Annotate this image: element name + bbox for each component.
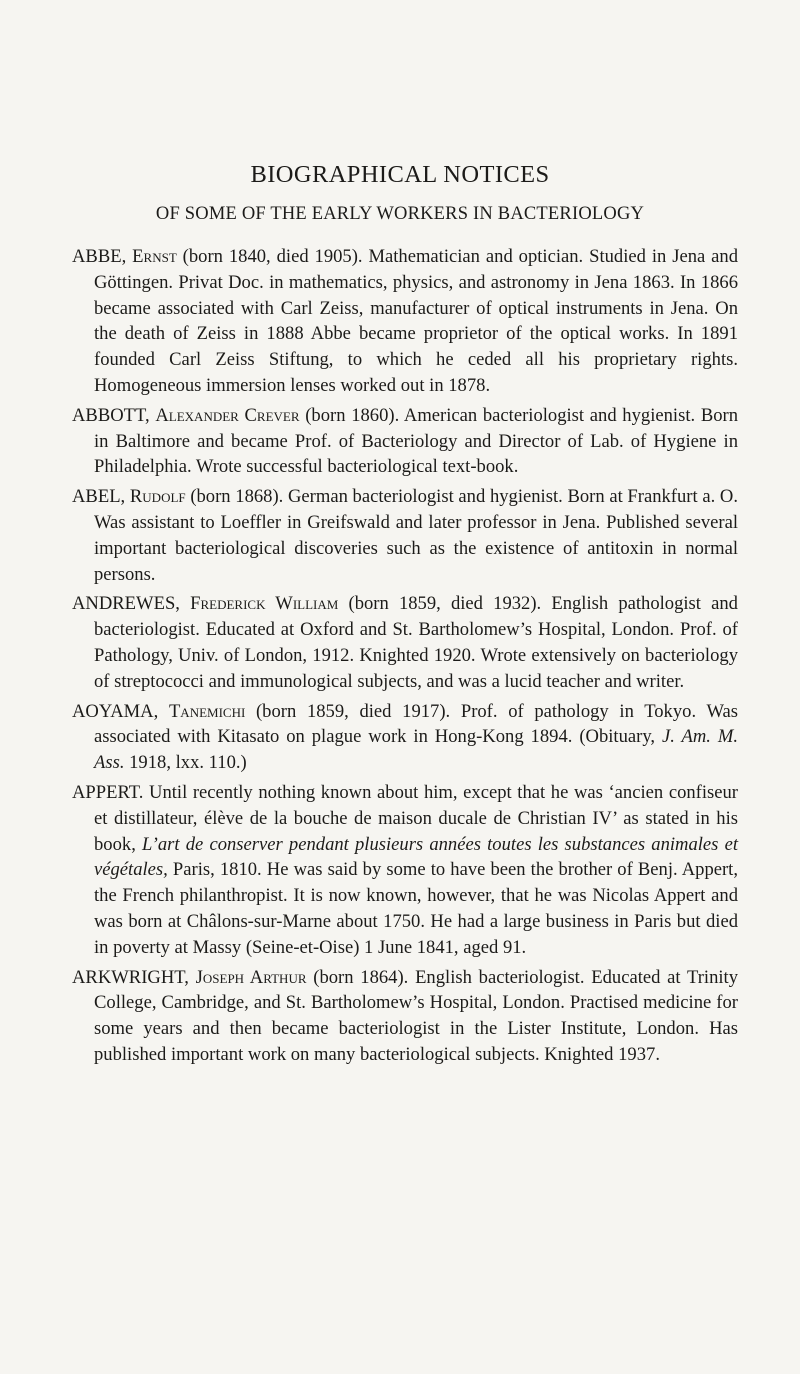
entry-given-name: Tanemichi bbox=[168, 700, 246, 722]
entry-andrewes bbox=[72, 591, 738, 694]
entry-abel bbox=[72, 484, 738, 587]
entry-given-name: Alexander Crever bbox=[155, 404, 300, 426]
entry-text: Until recently nothing known about him, except that he was ‘ancien confiseur et distillateur, élève de la bouche de maison ducale de Christian IV’ as stated in his book, bbox=[94, 781, 738, 855]
book-title: L’art de conserver pendant plusieurs années toutes les substances animales et végétales, bbox=[94, 833, 739, 881]
entry-surname: ANDREWES, bbox=[72, 593, 180, 615]
entry-text-continued: Paris, 1810. He was said by some to have been the brother of Benj. Appert, the French philanthropist. It is now known, however, that he was Nicolas Appert and was born at Châlons-sur-Marne about 1750. He had a large business in Paris but died in poverty at Massy (Seine-et-Oise) 1 June 1841, aged 91. bbox=[94, 859, 738, 958]
entry-text: (born 1859, died 1932). English pathologist and bacteriologist. Educated at Oxford and St. Bartholomew’s Hospital, London. Prof. of Pathology, Univ. of London, 1912. Knighted 1920. Wrote extensively on bacteriology of streptococci and immunological subjects, and was a lucid teacher and writer. bbox=[94, 593, 738, 692]
entry-text: (born 1859, died 1917). Prof. of pathology in Tokyo. Was associated with Kitasato on plague work in Hong-Kong 1894. (Obituary, bbox=[94, 700, 738, 748]
entry-abbott bbox=[72, 403, 738, 480]
entry-aoyama bbox=[72, 699, 738, 776]
entry-surname: APPERT. bbox=[72, 781, 144, 803]
entry-surname: ARKWRIGHT, bbox=[72, 966, 189, 988]
entry-surname: ABEL, bbox=[72, 486, 126, 508]
entry-given-name: Rudolf bbox=[129, 486, 186, 508]
entry-given-name: Ernst bbox=[132, 246, 177, 267]
entry-given-name: Frederick William bbox=[190, 593, 339, 615]
page-title: BIOGRAPHICAL NOTICES bbox=[250, 161, 550, 188]
entry-appert bbox=[72, 780, 738, 961]
entries-list bbox=[72, 244, 738, 1072]
entry-text: (born 1868). German bacteriologist and hygienist. Born at Frankfurt a. O. Was assistant to Loeffler in Greifswald and later professor in Jena. Published several important bacteriological discoveries such as the existence of antitoxin in normal persons. bbox=[94, 486, 738, 585]
entry-given-name: Joseph Arthur bbox=[195, 966, 307, 988]
page-subtitle: OF SOME OF THE EARLY WORKERS IN BACTERIOLOGY bbox=[155, 204, 645, 224]
entry-text: (born 1864). English bacteriologist. Educated at Trinity College, Cambridge, and St. Bartholomew’s Hospital, London. Practised medicine for some years and then became bacteriologist in the Lister Institute, London. Has published important work on many bacteriological subjects. Knighted 1937. bbox=[94, 966, 738, 1065]
entry-surname: ABBOTT, bbox=[72, 404, 150, 426]
entry-text: (born 1860). American bacteriologist and hygienist. Born in Baltimore and became Prof. of Bacteriology and Director of Lab. of Hygiene in Philadelphia. Wrote successful bacteriological text-book. bbox=[94, 404, 739, 478]
entry-surname: ABBE, bbox=[72, 246, 127, 267]
entry-text-continued: 1918, lxx. 110.) bbox=[124, 752, 247, 774]
entry-text: (born 1840, died 1905). Mathematician and optician. Studied in Jena and Göttingen. Privat Doc. in mathematics, physics, and astronomy in Jena 1863. In 1866 became associated with Carl Zeiss, manufacturer of optical instruments in Jena. On the death of Zeiss in 1888 Abbe became proprietor of the optical works. In 1891 founded Carl Zeiss Stiftung, to which he ceded all his proprietary rights. Homogeneous immersion lenses worked out in 1878. bbox=[94, 246, 738, 396]
journal-citation: J. Am. M. Ass. bbox=[94, 726, 739, 774]
entry-surname: AOYAMA, bbox=[72, 700, 159, 722]
entry-abbe bbox=[72, 244, 738, 399]
entry-arkwright bbox=[72, 965, 738, 1068]
